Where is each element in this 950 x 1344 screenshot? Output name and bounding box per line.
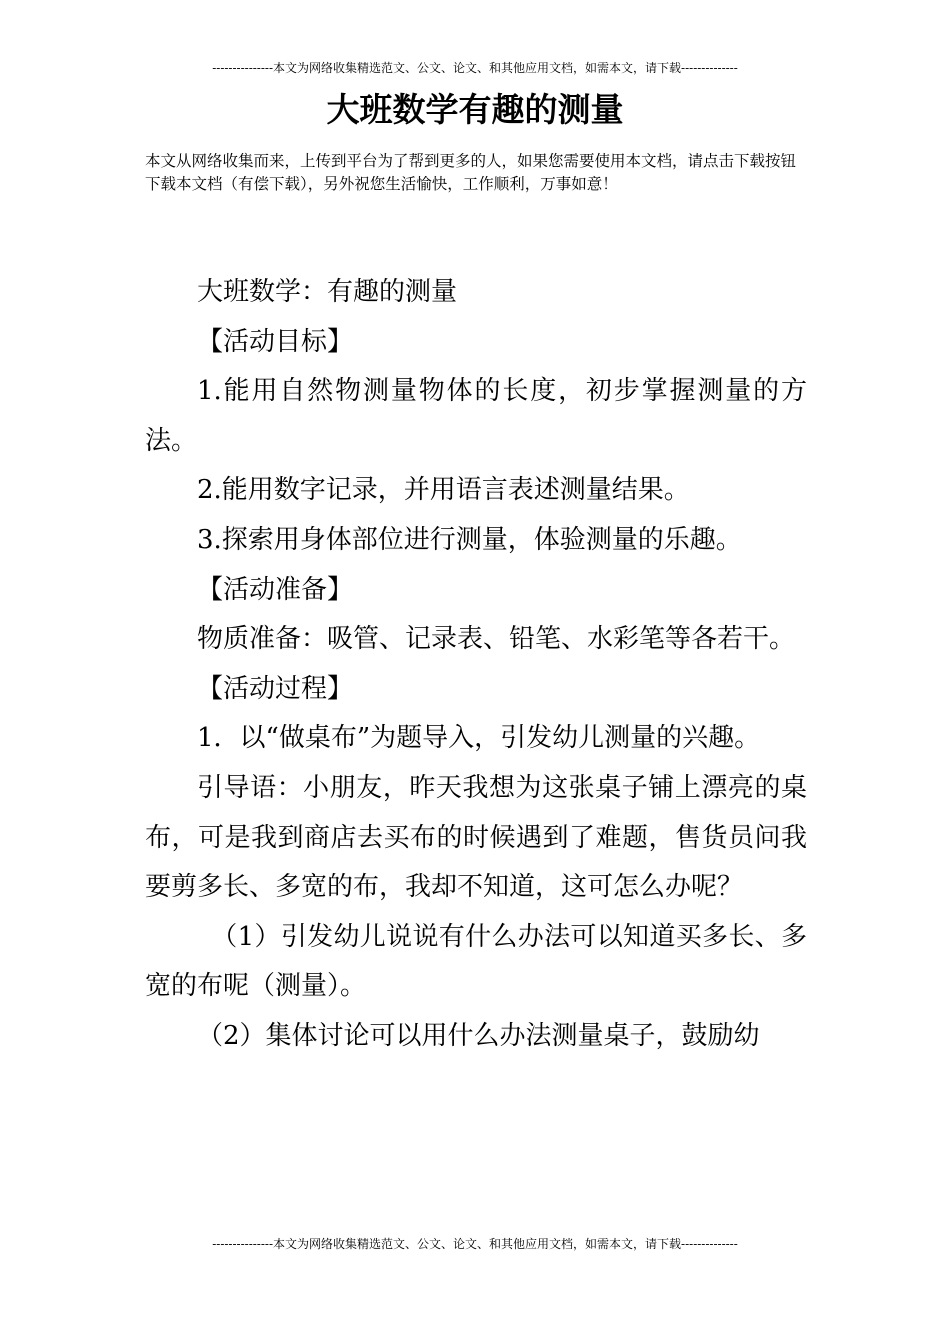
paragraph-step-1: 1．以“做桌布”为题导入，引发幼儿测量的兴趣。	[197, 723, 761, 754]
section-heading-process: 【活动过程】	[197, 673, 354, 704]
paragraph-substep-2: （2）集体讨论可以用什么办法测量桌子，鼓励幼	[197, 1020, 760, 1051]
paragraph-guide-speech: 引导语：小朋友，昨天我想为这张桌子铺上漂亮的桌布，可是我到商店去买布的时候遇到了难题，售货员问我要剪多长、多宽的布，我却不知道，这可怎么办呢？	[145, 772, 807, 903]
footer-banner: ---------------本文为网络收集精选范文、公文、论文、和其他应用文档，如需本文，请下载--------------	[212, 1237, 738, 1251]
paragraph-goal-1: 1.能用自然物测量物体的长度，初步掌握测量的方法。	[145, 376, 807, 456]
paragraph-heading: 大班数学：有趣的测量	[197, 277, 458, 307]
paragraph-goal-3: 3.探索用身体部位进行测量，体验测量的乐趣。	[197, 524, 742, 555]
section-heading-preparation: 【活动准备】	[197, 574, 354, 605]
paragraph-substep-1: （1）引发幼儿说说有什么办法可以知道买多长、多宽的布呢（测量）。	[145, 921, 807, 1002]
document-title: 大班数学有趣的测量	[326, 90, 624, 129]
paragraph-goal-2: 2.能用数字记录，并用语言表述测量结果。	[197, 475, 690, 506]
section-heading-goals: 【活动目标】	[197, 326, 354, 357]
document-body	[145, 268, 807, 1062]
paragraph-materials: 物质准备：吸管、记录表、铅笔、水彩笔等各若干。	[197, 624, 796, 655]
intro-text: 本文从网络收集而来，上传到平台为了帮到更多的人，如果您需要使用本文档，请点击下载按钮下载本文档（有偿下载），另外祝您生活愉快，工作顺利，万事如意！	[145, 152, 797, 193]
header-banner: ---------------本文为网络收集精选范文、公文、论文、和其他应用文档，如需本文，请下载--------------	[212, 61, 738, 75]
